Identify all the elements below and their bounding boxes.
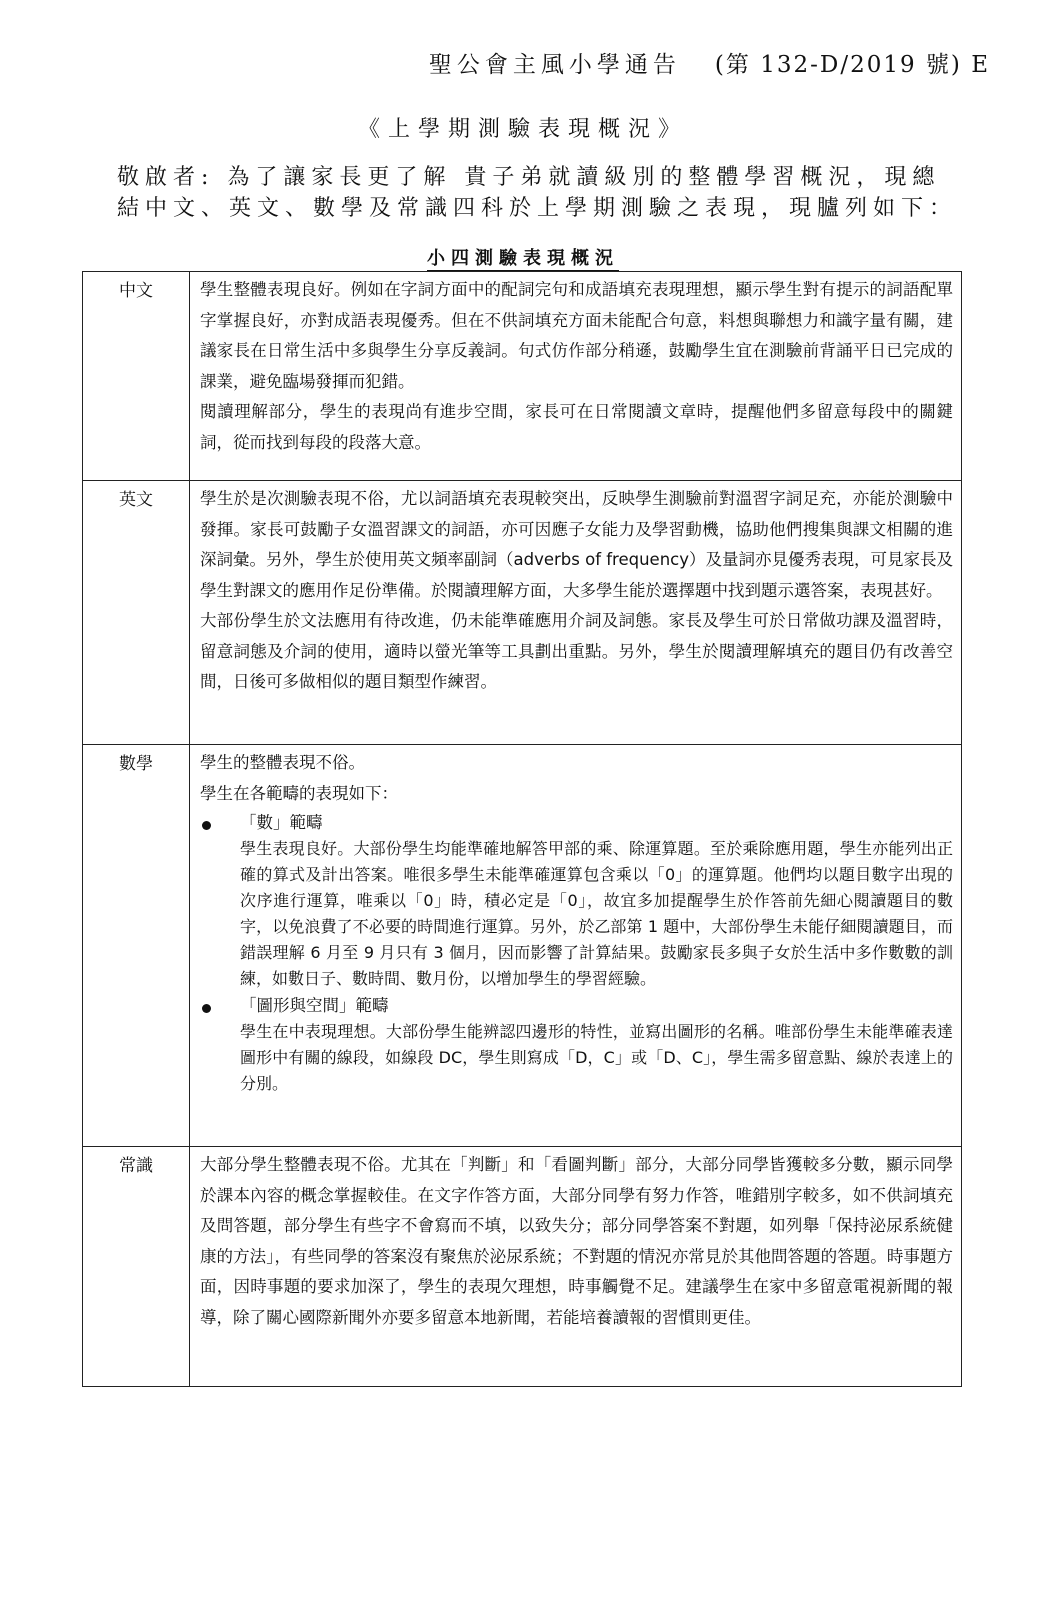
bullet-dot-icon	[202, 1004, 211, 1013]
table-title	[0, 244, 1046, 270]
subject-cell: 數學	[83, 745, 190, 1147]
subject-cell: 常識	[83, 1147, 190, 1387]
comment-paragraph: 學生的整體表現不俗。	[200, 753, 365, 772]
comment-paragraph: 大部分學生整體表現不俗。尤其在「判斷」和「看圖判斷」部分，大部分同學皆獲較多分數，顯示同學於課本內容的概念掌握較佳。在文字作答方面，大部分同學有努力作答，唯錯別字較多，如不供詞填充及問答題，部分學生有些字不會寫而不填，以致失分；部分同學答案不對題，如列舉「保持泌尿系統健康的方法」，有些同學的答案沒有聚焦於泌尿系統；不對題的情況亦常見於其他問答題的答題。時事題方面，因時事題的要求加深了，學生的表現欠理想，時事觸覺不足。建議學生在家中多留意電視新聞的報導，除了關心國際新聞外亦要多留意本地新聞，若能培養讀報的習慣則更佳。	[200, 1155, 953, 1327]
document-title: 《上學期測驗表現概況》	[357, 117, 688, 142]
comment-paragraph: 學生在各範疇的表現如下：	[200, 783, 398, 803]
comment-cell	[190, 745, 962, 1147]
table-row-english	[83, 481, 962, 745]
page-header	[0, 46, 990, 79]
bullet-dot-icon	[202, 821, 211, 830]
performance-table	[82, 271, 962, 1387]
comment-paragraph: 學生整體表現良好。例如在字詞方面中的配詞完句和成語填充表現理想，顯示學生對有提示的詞語配單字掌握良好，亦對成語表現優秀。但在不供詞填充方面未能配合句意，料想與聯想力和識字量有關，建議家長在日常生活中多與學生分享反義詞。句式仿作部分稍遜，鼓勵學生宜在測驗前背誦平日已完成的課業，避免臨場發揮而犯錯。	[200, 280, 953, 391]
intro-line-2: 結中文、英文、數學及常識四科於上學期測驗之表現，現臚列如下：	[117, 196, 958, 221]
table-row-math	[83, 745, 962, 1147]
bullet-item	[200, 809, 953, 992]
table-row-general-studies	[83, 1147, 962, 1387]
notice-number: (第 132-D/2019 號) E	[714, 52, 990, 78]
bullet-body: 學生在中表現理想。大部份學生能辨認四邊形的特性，並寫出圖形的名稱。唯部份學生未能準確表達圖形中有關的線段，如線段 DC，學生則寫成「D，C」或「D、C」，學生需多留意點、線於表達上的分別。	[240, 1022, 953, 1093]
table-row-chinese	[83, 272, 962, 481]
school-notice-title: 聖公會主風小學通告	[428, 52, 681, 78]
bullet-body: 學生表現良好。大部份學生均能準確地解答甲部的乘、除運算題。至於乘除應用題，學生亦能列出正確的算式及計出答案。唯很多學生未能準確運算包含乘以「0」的運算題。他們均以題目數字出現的次序進行運算，唯乘以「0」時，積必定是「0」，故宜多加提醒學生於作答前先細心閱讀題目的數字，以免浪費了不必要的時間進行運算。另外，於乙部第 1 題中，大部份學生未能仔細閱讀題目，而錯誤理解 6 月至 9 月只有 3 個月，因而影響了計算結果。鼓勵家長多與子女於生活中多作數數的訓練，如數日子、數時間、數月份，以增加學生的學習經驗。	[240, 839, 953, 988]
subject-cell: 英文	[83, 481, 190, 745]
bullet-item	[200, 992, 953, 1097]
intro-paragraph	[117, 162, 987, 224]
comment-paragraph: 閱讀理解部分，學生的表現尚有進步空間，家長可在日常閱讀文章時，提醒他們多留意每段中的關鍵詞，從而找到每段的段落大意。	[200, 402, 953, 452]
comment-paragraph: 學生於是次測驗表現不俗，尤以詞語填充表現較突出，反映學生測驗前對溫習字詞足充，亦能於測驗中發揮。家長可鼓勵子女溫習課文的詞語，亦可因應子女能力及學習動機，協助他們搜集與課文相關的進深詞彙。另外，學生於使用英文頻率副詞（adverbs of frequency）及量詞亦見優秀表現，可見家長及學生對課文的應用作足份準備。於閱讀理解方面，大多學生能於選擇題中找到題示選答案，表現甚好。	[200, 489, 954, 600]
bullet-title: 「數」範疇	[240, 813, 323, 832]
comment-cell	[190, 1147, 962, 1387]
table-title-text: 小四測驗表現概況	[427, 248, 619, 269]
comment-paragraph: 大部份學生於文法應用有待改進，仍未能準確應用介詞及詞態。家長及學生可於日常做功課及溫習時，留意詞態及介詞的使用，適時以螢光筆等工具劃出重點。另外，學生於閱讀理解填充的題目仍有改善空間，日後可多做相似的題目類型作練習。	[200, 611, 953, 691]
comment-cell	[190, 272, 962, 481]
subject-cell: 中文	[83, 272, 190, 481]
intro-line-1: 敬啟者: 為了讓家長更了解 貴子弟就讀級別的整體學習概況，現總	[117, 165, 941, 190]
bullet-title: 「圖形與空間」範疇	[240, 996, 389, 1015]
comment-cell	[190, 481, 962, 745]
